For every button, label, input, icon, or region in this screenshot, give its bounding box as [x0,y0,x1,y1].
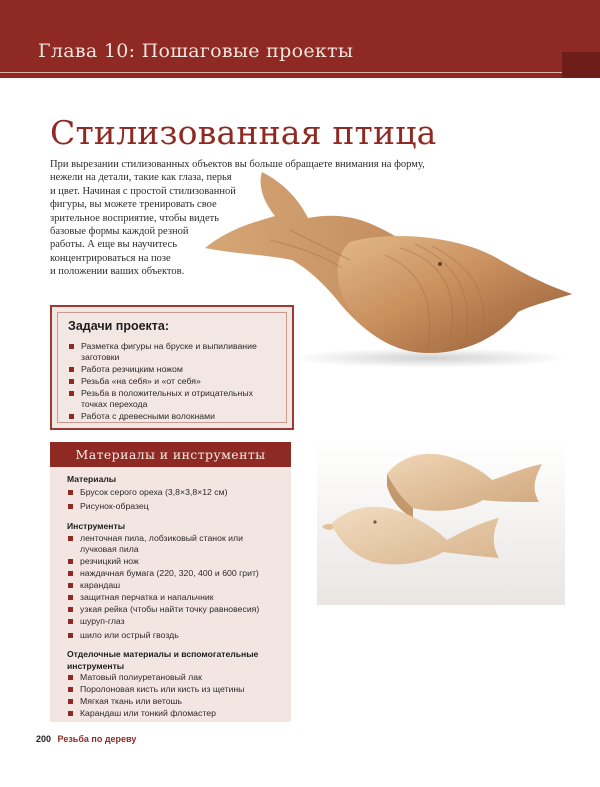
list-item-line: карандаш [80,579,121,590]
list-item [67,592,287,603]
list-item [67,708,287,719]
list-item [67,533,287,556]
list-item-line: заготовки [81,352,120,363]
header-corner-tab [562,52,600,78]
materials-panel [50,442,291,722]
tools-heading [67,521,125,533]
tasks-list [68,341,280,423]
tasks-title: Задачи проекта: [68,319,170,333]
list-item [67,672,287,683]
bird-blanks-photo [317,440,565,605]
list-item [68,376,280,387]
list-item [67,501,287,512]
page-footer [36,734,136,744]
chapter-header-band [0,0,600,78]
list-item [67,696,287,707]
list-item-line: Поролоновая кисть или кисть из щетины [80,683,245,694]
list-item-line: Карандаш или тонкий фломастер [80,707,216,718]
intro-line: зрительное восприятие, чтобы видеть [50,212,220,224]
intro-line: работы. А еще вы научитесь [50,239,177,251]
intro-line: нежели на детали, такие как глаза, перья [50,172,232,184]
finishing-heading-line: Отделочные материалы и вспомогательные [67,649,259,659]
list-item [67,630,287,641]
intro-line: фигуры, вы можете тренировать свое [50,199,217,211]
list-item [67,487,287,498]
tools-heading-text: Инструменты [67,521,126,531]
finishing-list [67,672,287,720]
intro-line: концентрироваться на позе [50,252,171,264]
list-item [67,604,287,615]
materials-list [67,487,287,513]
chapter-title: Глава 10: Пошаговые проекты [38,40,354,62]
list-item-line: наждачная бумага (220, 320, 400 и 600 грит) [80,568,259,579]
finishing-heading-line: инструменты [67,660,125,671]
materials-heading-text: Материалы [67,474,117,484]
list-item-line: Резьба в положительных и отрицательных [81,387,253,398]
list-item-line: точках перехода [81,399,148,410]
list-item-line: резчицкий нож [80,556,139,567]
page-number: 200 [36,734,52,744]
finishing-heading [67,649,258,672]
materials-title: Материалы и инструменты [75,447,266,462]
list-item-line: ленточная пила, лобзиковый станок или [80,533,243,543]
list-item-line: шило или острый гвоздь [80,629,179,640]
book-title: Резьба по дереву [57,734,137,744]
list-item [67,556,287,567]
list-item-line: защитная перчатка и напальчник [80,591,214,602]
intro-line: и положении ваших объектов. [50,266,185,278]
list-item [67,684,287,695]
list-item-line: Работа резчицким ножом [81,364,183,375]
list-item-line: Матовый полиуретановый лак [80,672,202,682]
list-item [68,364,280,375]
list-item-line: Работа с древесными волокнами [81,411,215,422]
list-item-line: узкая рейка (чтобы найти точку равновесия) [80,603,260,614]
intro-line: базовые формы каждой резной [50,226,189,238]
list-item [68,341,280,364]
list-item [67,580,287,591]
list-item-line: Брусок серого ореха (3,8×3,8×12 см) [80,487,228,497]
tools-list [67,533,287,642]
list-item [67,568,287,579]
materials-heading [67,474,116,486]
project-tasks-box [50,305,294,430]
list-item [68,411,280,422]
page-title: Стилизованная птица [50,113,437,152]
list-item [67,616,287,627]
list-item-line: лучковая пила [80,544,139,555]
list-item-line: шуруп-глаз [80,615,125,626]
intro-line: и цвет. Начиная с простой стилизованной [50,185,236,197]
list-item-line: Мягкая ткань или ветошь [80,695,183,706]
intro-line: При вырезании стилизованных объектов вы больше обращаете внимания на форму, [50,159,425,170]
header-rule [0,72,600,73]
list-item [68,388,280,411]
list-item-line: Резьба «на себя» и «от себя» [81,376,201,387]
list-item-line: Рисунок-образец [80,501,149,512]
list-item-line: Разметка фигуры на бруске и выпиливание [81,341,257,351]
